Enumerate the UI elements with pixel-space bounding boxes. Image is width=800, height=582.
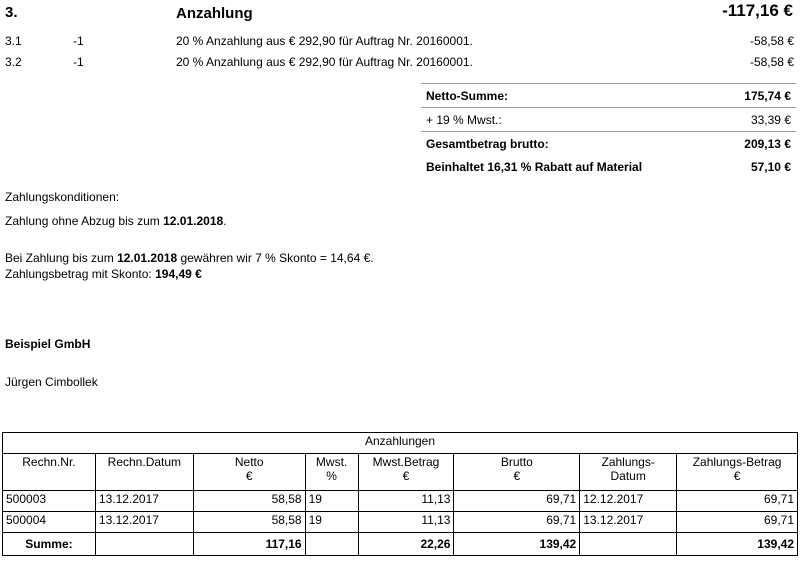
anzahlungen-table: [2, 432, 798, 556]
table-sum-row: [3, 533, 798, 556]
cell-netto: 58,58: [193, 512, 305, 533]
cell-payment-date: 12.12.2017: [580, 491, 677, 512]
column-header-line2: €: [513, 469, 521, 483]
cell-payment-date: 13.12.2017: [580, 512, 677, 533]
table-row: [3, 491, 798, 512]
summary-row-mwst: [421, 108, 796, 132]
sum-payment-amount: 139,42: [677, 533, 798, 556]
column-header-line1: Mwst.: [315, 455, 348, 469]
sum-brutto: 139,42: [454, 533, 580, 556]
payment-line3: [5, 267, 202, 281]
payment-due-date: 12.01.2018: [163, 214, 224, 228]
payment-line1: [5, 214, 227, 228]
signer-name: Jürgen Cimbollek: [5, 375, 98, 389]
table-caption: Anzahlungen: [3, 433, 798, 454]
line-item-amount: -58,58 €: [749, 34, 794, 48]
cell-brutto: 69,71: [454, 512, 580, 533]
sum-label: Summe:: [3, 533, 96, 556]
cell-invoice-date: 13.12.2017: [95, 491, 193, 512]
cell-invoice-number: 500003: [3, 491, 96, 512]
payment-line2-pre: Bei Zahlung bis zum: [5, 251, 118, 265]
column-header-line1: Zahlungs-Betrag: [692, 455, 782, 469]
summary-row-netto: [421, 84, 796, 108]
column-header-line2: €: [245, 469, 253, 483]
payment-heading: Zahlungskonditionen:: [5, 190, 120, 204]
cell-netto: 58,58: [193, 491, 305, 512]
column-header-line2: Datum: [610, 469, 646, 483]
section-total: -117,16 €: [722, 1, 793, 20]
mwst-label: + 19 % Mwst.:: [421, 108, 721, 132]
skonto-date: 12.01.2018: [117, 251, 178, 265]
column-header-line2: €: [402, 469, 410, 483]
sum-mwst-amount: 22,26: [358, 533, 454, 556]
payment-line1-end: .: [223, 214, 227, 228]
cell-mwst-rate: 19: [305, 512, 358, 533]
cell-mwst-rate: 19: [305, 491, 358, 512]
payment-line1-text: Zahlung ohne Abzug bis zum: [5, 214, 164, 228]
column-header-line1: Zahlungs-: [601, 455, 655, 469]
line-item-pos: 3.2: [5, 55, 22, 69]
rabatt-label: Beinhaltet 16,31 % Rabatt auf Material: [426, 159, 643, 174]
line-item-qty: -1: [73, 34, 84, 48]
payment-line3-pre: Zahlungsbetrag mit Skonto:: [5, 267, 156, 281]
payment-line2: [5, 251, 374, 265]
cell-brutto: 69,71: [454, 491, 580, 512]
column-header: [3, 454, 96, 491]
column-header-line2: €: [733, 469, 741, 483]
sum-cell-empty: [580, 533, 677, 556]
table-caption-row: [3, 433, 798, 454]
column-header: [454, 454, 580, 491]
cell-payment-amount: 69,71: [677, 491, 798, 512]
payment-line2-post: gewähren wir 7 % Skonto = 14,64 €.: [177, 251, 374, 265]
cell-mwst-amount: 11,13: [358, 512, 454, 533]
sum-netto: 117,16: [193, 533, 305, 556]
column-header: [358, 454, 454, 491]
cell-payment-amount: 69,71: [677, 512, 798, 533]
mwst-value: 33,39 €: [721, 108, 796, 132]
brutto-label: Gesamtbetrag brutto:: [426, 136, 549, 151]
sum-cell-empty: [95, 533, 193, 556]
column-header: [677, 454, 798, 491]
sum-cell-empty: [305, 533, 358, 556]
summary-row-brutto: [421, 132, 796, 156]
line-item-description: 20 % Anzahlung aus € 292,90 für Auftrag Nr. 20160001.: [176, 34, 473, 48]
cell-mwst-amount: 11,13: [358, 491, 454, 512]
skonto-amount: 194,49 €: [155, 267, 202, 281]
line-item-pos: 3.1: [5, 34, 22, 48]
column-header-line1: Brutto: [500, 455, 533, 469]
line-item-amount: -58,58 €: [749, 55, 794, 69]
table-header-row: [3, 454, 798, 491]
column-header: [95, 454, 193, 491]
company-name: Beispiel GmbH: [5, 337, 91, 351]
cell-invoice-date: 13.12.2017: [95, 512, 193, 533]
table-row: [3, 512, 798, 533]
summary-table: [421, 83, 796, 178]
column-header: [580, 454, 677, 491]
summary-row-rabatt: [421, 155, 796, 178]
cell-invoice-number: 500004: [3, 512, 96, 533]
section-number: 3.: [5, 4, 18, 21]
column-header: [193, 454, 305, 491]
column-header: [305, 454, 358, 491]
column-header-line2: %: [326, 469, 337, 483]
netto-value: 175,74 €: [721, 84, 796, 108]
rabatt-value: 57,10 €: [750, 159, 791, 174]
column-header-line1: Netto: [234, 455, 264, 469]
brutto-value: 209,13 €: [744, 136, 791, 151]
column-header-line1: Rechn.Nr.: [22, 455, 76, 469]
line-item-description: 20 % Anzahlung aus € 292,90 für Auftrag Nr. 20160001.: [176, 55, 473, 69]
column-header-line1: Mwst.Betrag: [372, 455, 440, 469]
column-header-line1: Rechn.Datum: [107, 455, 182, 469]
netto-label: Netto-Summe:: [421, 84, 721, 108]
section-title: Anzahlung: [176, 5, 253, 22]
line-item-qty: -1: [73, 55, 84, 69]
